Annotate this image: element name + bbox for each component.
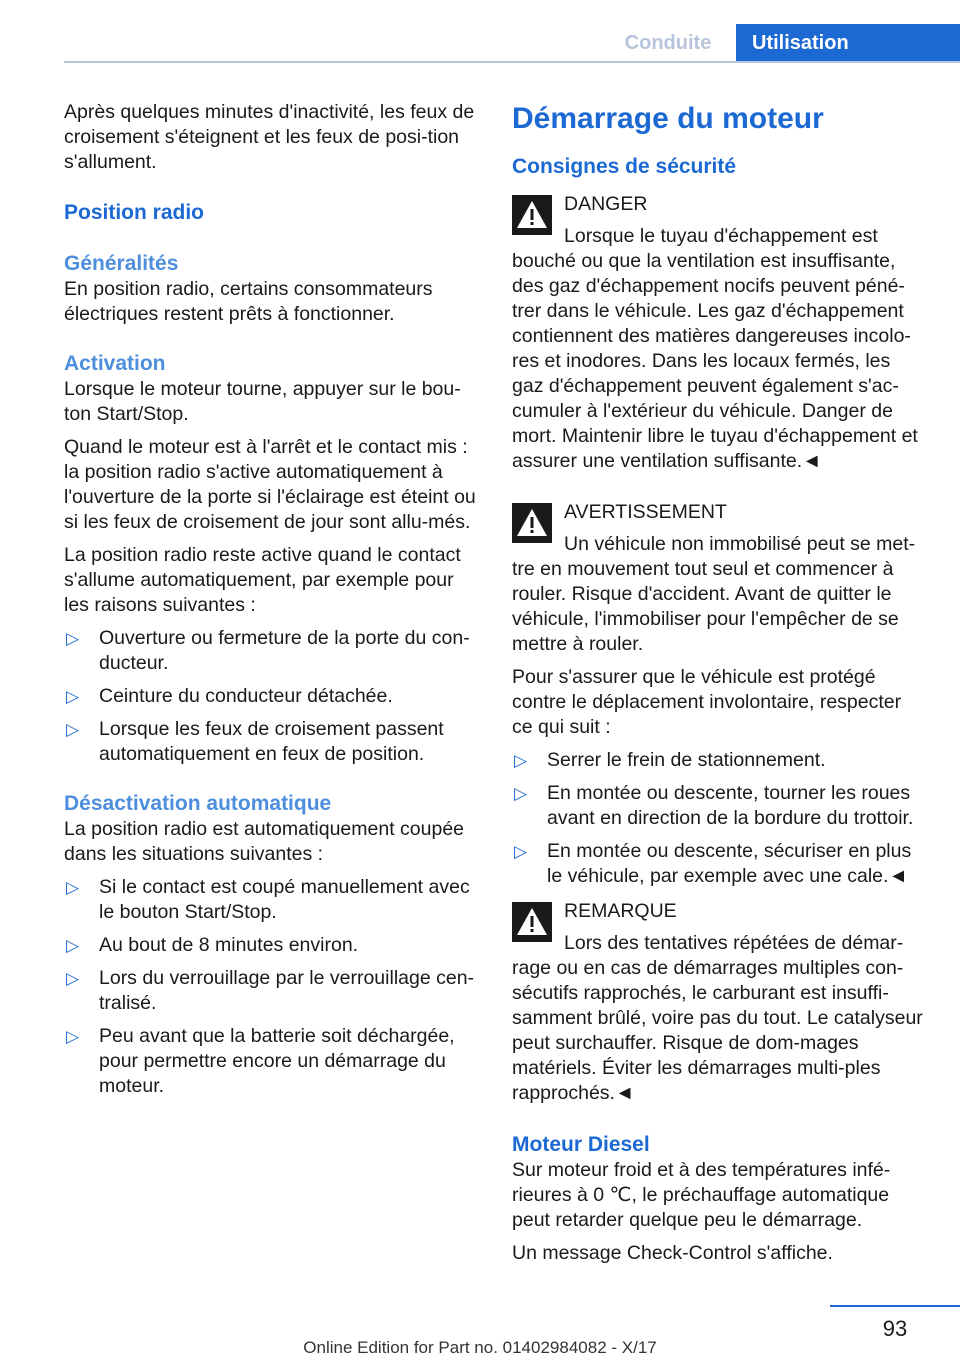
subsection-title-generalites: Généralités [64, 252, 179, 275]
remarque-notice [512, 899, 926, 1106]
activation-list [64, 626, 478, 767]
subsection-title-consignes: Consignes de sécurité [512, 155, 737, 178]
list-item: ▷ Au bout de 8 minutes environ. [66, 934, 359, 956]
activation-paragraph-3: La position radio reste active quand le contact s'allume automatiquement, par exemple pour les raisons suivantes : [64, 544, 461, 616]
danger-label: DANGER [564, 193, 648, 215]
triangle-bullet-icon: ▷ [514, 842, 528, 861]
list-item: ▷ Si le contact est coupé manuellement avec le bouton Start/Stop. [66, 876, 470, 923]
activation-paragraph-2: Quand le moteur est à l'arrêt et le contact mis : la position radio s'active automatiquement à l'ouverture de la porte si l'éclairage est éteint ou si les feux de croisement de jour sont allu-més. [64, 436, 476, 533]
remarque-label: REMARQUE [564, 900, 677, 922]
triangle-bullet-icon: ▷ [514, 751, 528, 770]
generalites-paragraph: En position radio, certains consommateurs électriques restent prêts à fonctionner. [64, 278, 433, 325]
list-item: ▷ Peu avant que la batterie soit déchargée, pour permettre encore un démarrage du moteur. [66, 1025, 455, 1097]
page-number: 93 [882, 1316, 908, 1341]
list-item: ▷ Ceinture du conducteur détachée. [66, 685, 393, 707]
avertissement-label: AVERTISSEMENT [564, 501, 727, 523]
list-item: ▷ En montée ou descente, tourner les roues avant en direction de la bordure du trottoir. [514, 782, 914, 829]
triangle-bullet-icon: ▷ [66, 969, 80, 988]
right-column [512, 100, 926, 1266]
subsection-title-activation: Activation [64, 352, 166, 375]
avertissement-text: Un véhicule non immobilisé peut se met-tre en mouvement tout seul et commencer à rouler. Risque d'accident. Avant de quitter le véhicule, l'immobiliser pour l'empêcher de se mettre à rouler. [512, 533, 916, 655]
assurer-paragraph: Pour s'assurer que le véhicule est protégé contre le déplacement involontaire, respecter ce qui suit : [512, 666, 902, 738]
desactivation-paragraph: La position radio est automatiquement coupée dans les situations suivantes : [64, 818, 465, 865]
remarque-text: Lors des tentatives répétées de démar-rage ou en cas de démarrages multiples con-sécutifs rapprochés, le carburant est insuffi-samment brûlé, voire pas du tout. Le catalyseur peut surchauffer. Risque de dom-mages matériels. Éviter les démarrages multi-ples rapprochés.◄ [512, 932, 923, 1104]
warning-triangle-icon [512, 503, 552, 543]
avertissement-notice [512, 500, 926, 657]
footer-divider [830, 1305, 960, 1307]
list-item: ▷ Lorsque les feux de croisement passent automatiquement en feux de position. [66, 718, 444, 765]
triangle-bullet-icon: ▷ [66, 878, 80, 897]
danger-notice [512, 192, 926, 474]
list-item: ▷ Lors du verrouillage par le verrouillage cen-tralisé. [66, 967, 475, 1014]
diesel-paragraph-1: Sur moteur froid et à des températures infé-rieures à 0 ℃, le préchauffage automatique peut retarder quelque peu le démarrage. [512, 1159, 891, 1231]
left-column [64, 100, 478, 1107]
triangle-bullet-icon: ▷ [66, 629, 80, 648]
activation-paragraph-1: Lorsque le moteur tourne, appuyer sur le bou-ton Start/Stop. [64, 378, 461, 425]
section-title-demarrage: Démarrage du moteur [512, 102, 824, 135]
footer-edition-text: Online Edition for Part no. 01402984082 - X/17 [303, 1338, 657, 1357]
warning-triangle-icon [512, 902, 552, 942]
intro-paragraph: Après quelques minutes d'inactivité, les feux de croisement s'éteignent et les feux de posi-tion s'allument. [64, 101, 475, 173]
assurer-list [512, 748, 926, 889]
list-item: ▷ Serrer le frein de stationnement. [514, 749, 826, 771]
diesel-paragraph-2: Un message Check-Control s'affiche. [512, 1242, 833, 1264]
tab-utilisation[interactable]: Utilisation [736, 24, 960, 62]
list-item: ▷ En montée ou descente, sécuriser en plus le véhicule, par exemple avec une cale.◄ [514, 840, 912, 887]
triangle-bullet-icon: ▷ [66, 720, 80, 739]
danger-text: Lorsque le tuyau d'échappement est bouché ou que la ventilation est insuffisante, des gaz d'échappement nocifs peuvent péné-trer dans le véhicule. Les gaz d'échappement contiennent des matières dangereuses incolo-res et inodores. Dans les locaux fermés, les gaz d'échappement peuvent également s'ac-cumuler à l'extérieur du véhicule. Danger de mort. Maintenir libre le tuyau d'échappement et assurer une ventilation suffisante.◄ [512, 225, 918, 472]
subsection-title-diesel: Moteur Diesel [512, 1133, 650, 1156]
warning-triangle-icon [512, 195, 552, 235]
triangle-bullet-icon: ▷ [66, 687, 80, 706]
triangle-bullet-icon: ▷ [514, 784, 528, 803]
subsection-title-desactivation: Désactivation automatique [64, 792, 332, 815]
triangle-bullet-icon: ▷ [66, 936, 80, 955]
list-item: ▷ Ouverture ou fermeture de la porte du con-ducteur. [66, 627, 470, 674]
tab-conduite[interactable]: Conduite [624, 32, 712, 54]
header-divider [64, 61, 960, 63]
section-title-position-radio: Position radio [64, 201, 205, 224]
desactivation-list [64, 875, 478, 1099]
triangle-bullet-icon: ▷ [66, 1027, 80, 1046]
